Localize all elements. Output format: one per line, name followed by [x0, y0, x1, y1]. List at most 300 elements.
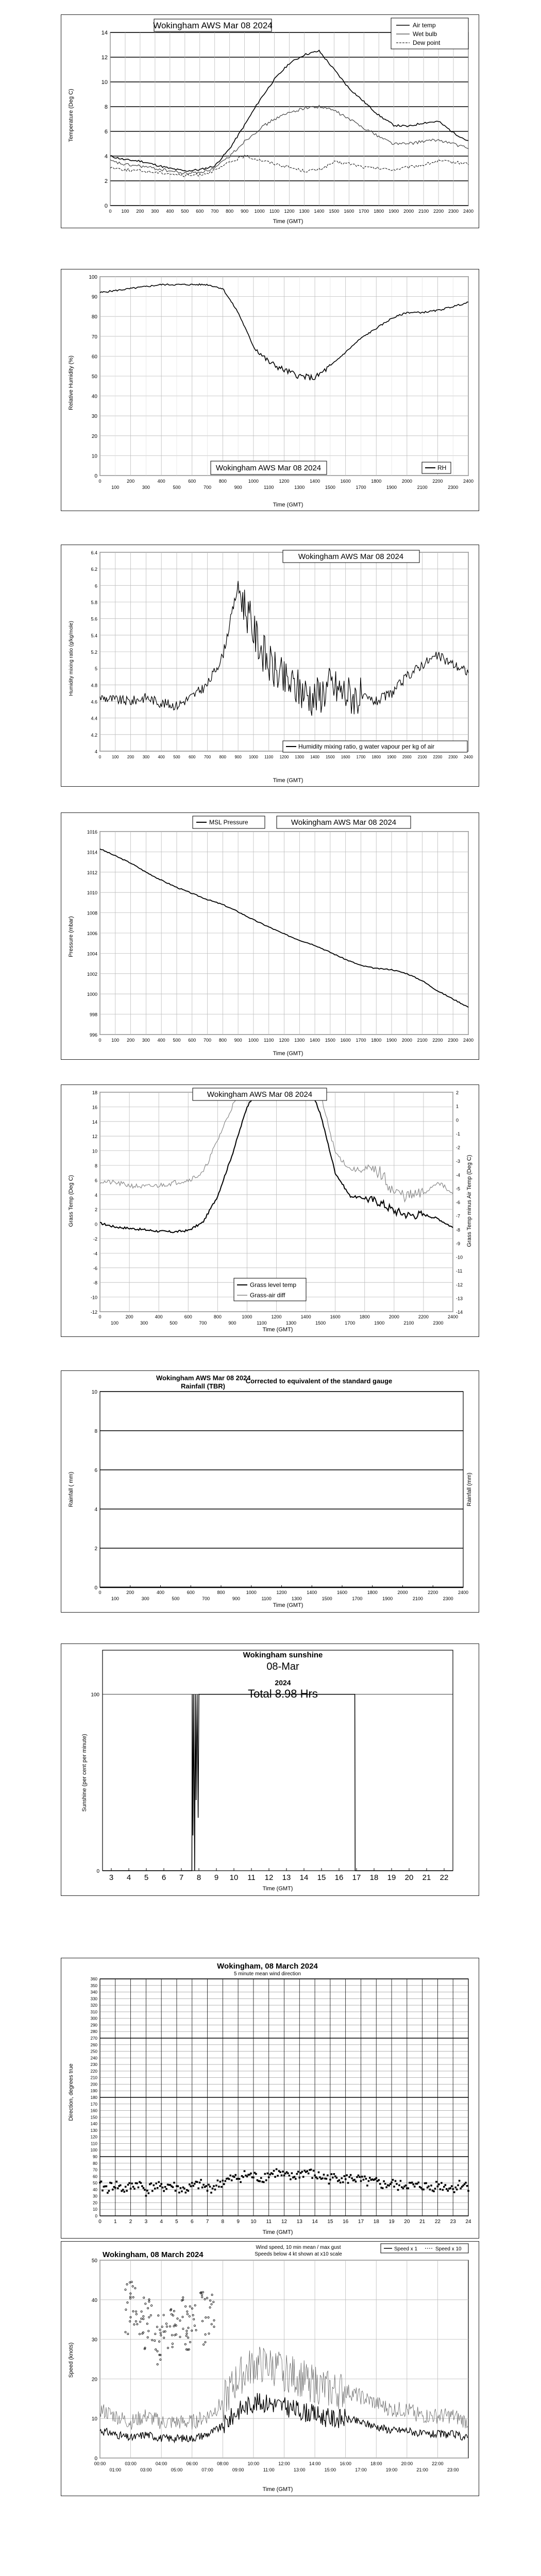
x-tick-label: 900	[228, 1320, 236, 1326]
direction-point	[443, 2186, 445, 2188]
direction-point	[263, 2181, 265, 2183]
direction-point	[314, 2175, 316, 2177]
y-axis-label: Rainfall ( mm)	[68, 1471, 74, 1507]
x-tick-label: 22	[439, 1873, 449, 1882]
y-tick-label: 1012	[87, 870, 97, 875]
x-tick-label: 1800	[374, 209, 384, 214]
direction-point	[141, 2185, 143, 2188]
direction-point	[379, 2183, 381, 2185]
plot-frame	[100, 1392, 463, 1587]
y-tick-label: 18	[92, 1090, 97, 1095]
x-axis-label: Time (GMT)	[262, 1327, 293, 1333]
x-tick-label: 900	[232, 1596, 240, 1601]
x-tick-label: 0	[98, 1590, 102, 1595]
direction-point	[188, 2190, 190, 2192]
x-tick-label: 3	[144, 2219, 148, 2225]
sunshine-total: Total 8.98 Hrs	[248, 1687, 318, 1700]
x-tick-label: 800	[213, 1314, 222, 1319]
direction-point	[328, 2183, 330, 2185]
y-axis-label: Direction, degrees true	[68, 2063, 74, 2121]
x-tick-label: 00:00	[94, 2461, 106, 2466]
direction-point	[396, 2183, 398, 2185]
y2-tick-label: 2	[456, 1090, 459, 1095]
direction-point	[364, 2176, 366, 2178]
x-tick-label: 200	[126, 1590, 134, 1595]
x-tick-label: 1400	[310, 755, 319, 759]
y-tick-label: 30	[93, 2194, 97, 2199]
direction-point	[225, 2180, 227, 2182]
y-tick-label: 40	[91, 394, 97, 400]
x-tick-label: 2300	[448, 1038, 459, 1043]
direction-point	[345, 2178, 347, 2180]
direction-point	[327, 2175, 329, 2177]
legend-grass-air-diff: Grass-air diff	[250, 1292, 285, 1299]
direction-point	[449, 2187, 451, 2189]
x-tick-label: 800	[219, 755, 227, 759]
y-tick-label: -4	[93, 1251, 97, 1257]
y-tick-label: 70	[93, 2167, 97, 2173]
x-tick-label: 23:00	[447, 2467, 459, 2472]
y2-tick-label: -9	[456, 1241, 461, 1246]
x-tick-label: 600	[188, 479, 196, 484]
x-tick-label: 21	[419, 2219, 426, 2225]
x-tick-label: 06:00	[186, 2461, 198, 2466]
direction-point	[347, 2182, 349, 2184]
direction-point	[390, 2183, 392, 2185]
mixing-ratio-chart	[61, 545, 479, 786]
x-axis-label: Time (GMT)	[262, 2229, 293, 2235]
direction-point	[411, 2182, 413, 2184]
x-tick-label: 200	[127, 1038, 135, 1043]
x-tick-label: 7	[206, 2219, 209, 2225]
x-tick-label: 21	[422, 1873, 431, 1882]
direction-point	[212, 2188, 214, 2190]
direction-point	[318, 2172, 320, 2174]
direction-point	[290, 2178, 292, 2180]
y-tick-label: 1004	[87, 951, 97, 957]
direction-point	[414, 2185, 416, 2188]
legend-speed-x10: Speed x 10	[435, 2246, 462, 2252]
y-tick-label: 0	[95, 2214, 97, 2218]
chart-title: Wokingham AWS Mar 08 2024	[207, 1090, 313, 1099]
direction-point	[355, 2181, 357, 2183]
direction-point	[155, 2182, 157, 2184]
direction-point	[272, 2173, 274, 2175]
direction-point	[223, 2183, 225, 2185]
direction-point	[201, 2187, 204, 2189]
direction-point	[153, 2184, 155, 2187]
chart-note: Corrected to equivalent of the standard gauge	[245, 1377, 393, 1385]
y2-tick-label: -4	[456, 1172, 461, 1178]
x-tick-label: 9	[236, 2219, 240, 2225]
x-tick-label: 2400	[464, 755, 473, 759]
y-tick-label: 5.6	[91, 616, 97, 622]
y-tick-label: 4.4	[91, 716, 97, 721]
y-tick-label: 12	[101, 55, 108, 61]
y2-tick-label: -7	[456, 1213, 461, 1219]
direction-point	[210, 2192, 212, 2194]
x-tick-label: 1200	[271, 1314, 282, 1319]
legend-pressure: MSL Pressure	[209, 819, 248, 826]
direction-point	[100, 2181, 103, 2183]
x-tick-label: 1700	[352, 1596, 363, 1601]
x-tick-label: 16	[334, 1873, 344, 1882]
direction-point	[108, 2190, 110, 2192]
legend-mixing-ratio: Humidity mixing ratio, g water vapour per kg of air	[298, 743, 435, 750]
chart-title: Wokingham AWS Mar 08 2024	[153, 21, 273, 30]
x-tick-label: 500	[173, 485, 181, 490]
x-tick-label: 2200	[433, 209, 444, 214]
direction-point	[164, 2186, 166, 2188]
y-axis-label: Pressure (mbar)	[68, 916, 74, 957]
sunshine-chart	[61, 1644, 479, 1895]
y-tick-label: 30	[91, 414, 97, 420]
direction-point	[215, 2184, 217, 2187]
x-tick-label: 12	[264, 1873, 274, 1882]
x-tick-label: 20	[404, 2219, 410, 2225]
x-tick-label: 1800	[371, 1038, 382, 1043]
direction-point	[114, 2187, 116, 2189]
y2-tick-label: -8	[456, 1227, 461, 1233]
y-tick-label: 150	[90, 2115, 97, 2120]
y-tick-label: 190	[90, 2089, 97, 2094]
x-tick-label: 500	[173, 1038, 181, 1043]
y-tick-label: 4	[94, 1192, 97, 1198]
y-tick-label: 1014	[87, 850, 97, 855]
direction-point	[299, 2177, 301, 2179]
x-axis-label: Time (GMT)	[262, 1886, 293, 1892]
direction-point	[437, 2185, 439, 2188]
x-tick-label: 700	[204, 1038, 212, 1043]
y-tick-label: 8	[94, 1429, 97, 1434]
x-tick-label: 2300	[448, 209, 459, 214]
legend-wet-bulb: Wet bulb	[413, 30, 437, 38]
x-tick-label: 03:00	[125, 2461, 137, 2466]
y-tick-label: 0	[94, 2456, 97, 2462]
y-tick-label: 100	[91, 1692, 99, 1698]
x-tick-label: 1200	[279, 479, 290, 484]
direction-point	[460, 2188, 462, 2190]
y-tick-label: 50	[91, 374, 97, 380]
direction-point	[322, 2177, 324, 2179]
direction-point	[138, 2187, 140, 2189]
x-tick-label: 2000	[401, 479, 412, 484]
direction-point	[196, 2181, 198, 2183]
direction-point	[190, 2185, 192, 2188]
y-tick-label: -10	[90, 1295, 97, 1300]
direction-point	[392, 2179, 394, 2181]
x-axis-label: Time (GMT)	[273, 1602, 303, 1608]
x-axis-label: Time (GMT)	[273, 218, 303, 225]
x-tick-label: 1900	[386, 1038, 397, 1043]
rainfall-chart-panel	[61, 1370, 479, 1613]
direction-point	[233, 2176, 235, 2178]
x-tick-label: 2100	[412, 1596, 423, 1601]
direction-point	[264, 2173, 266, 2175]
direction-point	[148, 2192, 150, 2194]
x-tick-label: 1700	[359, 209, 369, 214]
x-tick-label: 200	[127, 479, 135, 484]
y-tick-label: 330	[90, 1996, 97, 2002]
x-tick-label: 0	[98, 479, 102, 484]
x-tick-label: 600	[189, 755, 196, 759]
direction-point	[351, 2177, 353, 2179]
direction-point	[365, 2178, 367, 2180]
y-tick-label: 10	[91, 453, 97, 460]
x-tick-label: 1200	[279, 755, 289, 759]
direction-point	[326, 2178, 328, 2180]
y-tick-label: 0	[104, 203, 108, 209]
direction-point	[274, 2176, 276, 2178]
x-tick-label: 200	[127, 755, 134, 759]
y-tick-label: 1010	[87, 890, 97, 896]
direction-point	[346, 2174, 348, 2176]
x-tick-label: 1300	[299, 209, 310, 214]
y-tick-label: 60	[93, 2174, 97, 2179]
y-tick-label: 2	[104, 178, 108, 184]
x-tick-label: 15	[317, 1873, 326, 1882]
rainfall-chart	[61, 1371, 479, 1612]
direction-point	[297, 2171, 299, 2173]
chart-title: Wokingham, 08 March 2024	[217, 1962, 318, 1971]
direction-point	[218, 2186, 220, 2188]
x-tick-label: 2400	[463, 479, 474, 484]
x-tick-label: 1	[114, 2219, 117, 2225]
direction-point	[255, 2173, 257, 2175]
x-tick-label: 100	[111, 1596, 119, 1601]
y-tick-label: 220	[90, 2069, 97, 2074]
direction-point	[360, 2180, 362, 2182]
y2-tick-label: 0	[456, 1117, 459, 1123]
direction-point	[405, 2184, 407, 2187]
direction-point	[181, 2191, 183, 2193]
y2-tick-label: -12	[456, 1282, 463, 1287]
direction-point	[336, 2177, 338, 2179]
direction-point	[333, 2173, 335, 2175]
direction-point	[310, 2168, 312, 2171]
direction-point	[259, 2180, 261, 2182]
direction-point	[234, 2174, 236, 2176]
direction-point	[123, 2191, 125, 2193]
y2-tick-label: -1	[456, 1131, 461, 1137]
direction-point	[222, 2180, 224, 2182]
chart-title: Wokingham AWS Mar 08 2024	[215, 464, 322, 472]
y-tick-label: 110	[91, 2141, 97, 2146]
direction-point	[162, 2187, 164, 2189]
x-tick-label: 800	[226, 209, 234, 214]
y-tick-label: 0	[94, 1585, 97, 1591]
x-tick-label: 17:00	[355, 2467, 367, 2472]
direction-point	[457, 2184, 459, 2187]
direction-point	[465, 2182, 467, 2184]
y-tick-label: 70	[91, 334, 97, 340]
y-tick-label: 14	[92, 1119, 97, 1125]
x-tick-label: 0	[98, 2219, 102, 2225]
y-axis-label: Temperature (Deg C)	[68, 89, 74, 142]
direction-point	[439, 2189, 442, 2191]
x-tick-label: 1700	[356, 485, 366, 490]
direction-point	[350, 2174, 352, 2176]
x-tick-label: 600	[184, 1314, 192, 1319]
direction-point	[412, 2183, 414, 2185]
legend-air-temp: Air temp	[413, 22, 436, 29]
direction-point	[217, 2180, 219, 2182]
x-tick-label: 1100	[264, 1038, 274, 1043]
direction-point	[422, 2189, 425, 2191]
direction-point	[301, 2171, 303, 2173]
x-tick-label: 1500	[322, 1596, 332, 1601]
x-tick-label: 400	[156, 1590, 165, 1595]
x-tick-label: 1700	[356, 1038, 366, 1043]
y-tick-label: 14	[101, 30, 108, 36]
x-tick-label: 400	[166, 209, 174, 214]
x-tick-label: 1600	[330, 1314, 341, 1319]
direction-point	[107, 2192, 109, 2194]
direction-point	[207, 2190, 209, 2192]
x-tick-label: 1100	[257, 1320, 267, 1326]
x-tick-label: 1900	[382, 1596, 393, 1601]
x-tick-label: 300	[142, 485, 150, 490]
direction-point	[133, 2188, 136, 2190]
x-tick-label: 2100	[403, 1320, 414, 1326]
x-tick-label: 8	[221, 2219, 225, 2225]
direction-point	[453, 2191, 455, 2193]
pressure-chart-panel	[61, 812, 479, 1060]
x-tick-label: 1300	[294, 485, 305, 490]
y-tick-label: 8	[104, 104, 108, 110]
legend-grass-temp: Grass level temp	[250, 1281, 297, 1289]
y-axis-label: Sunshine (per cent per minute)	[81, 1734, 88, 1812]
grass-temp-chart	[61, 1085, 479, 1336]
y-tick-label: 4.6	[91, 699, 97, 705]
x-tick-label: 10	[229, 1873, 239, 1882]
humidity-chart	[61, 269, 479, 511]
chart-subtitle: Rainfall (TBR)	[181, 1382, 225, 1390]
x-tick-label: 800	[218, 479, 227, 484]
y-tick-label: 80	[91, 314, 97, 320]
x-tick-label: 2000	[397, 1590, 408, 1595]
x-tick-label: 2100	[418, 209, 429, 214]
y-axis-label: Speed (knots)	[68, 2342, 74, 2378]
x-tick-label: 18	[369, 1873, 379, 1882]
x-tick-label: 900	[234, 485, 242, 490]
x-tick-label: 2300	[443, 1596, 453, 1601]
x-tick-label: 14	[312, 2219, 318, 2225]
direction-point	[281, 2175, 283, 2177]
y-tick-label: 2	[94, 1207, 97, 1213]
x-tick-label: 900	[234, 755, 242, 759]
direction-point	[341, 2177, 343, 2179]
pressure-plot-area	[87, 829, 474, 1043]
direction-point	[359, 2176, 361, 2178]
direction-point	[116, 2181, 118, 2183]
x-tick-label: 23	[450, 2219, 456, 2225]
legend-dew-point: Dew point	[413, 39, 441, 46]
y-tick-label: 1002	[87, 971, 97, 977]
direction-point	[178, 2192, 180, 2194]
direction-point	[111, 2182, 113, 2184]
direction-point	[287, 2173, 289, 2175]
y2-tick-label: -14	[456, 1310, 463, 1315]
x-tick-label: 700	[204, 485, 212, 490]
y-tick-label: -2	[93, 1236, 97, 1242]
direction-point	[144, 2189, 146, 2191]
x-tick-label: 05:00	[171, 2467, 183, 2472]
direction-point	[122, 2189, 124, 2191]
x-tick-label: 7	[179, 1873, 184, 1882]
direction-point	[183, 2188, 185, 2190]
direction-point	[308, 2173, 310, 2175]
y-tick-label: -6	[93, 1265, 97, 1271]
y-tick-label: 8	[94, 1163, 97, 1168]
legend-rh: RH	[437, 464, 447, 471]
x-tick-label: 1600	[341, 755, 350, 759]
x-tick-label: 1800	[371, 479, 382, 484]
grass-temp-chart-panel	[61, 1084, 479, 1337]
x-tick-label: 2000	[401, 1038, 412, 1043]
sunshine-plot-area	[91, 1650, 453, 1882]
y-tick-label: 4.8	[91, 683, 97, 688]
x-tick-label: 2100	[417, 485, 428, 490]
x-axis-label: Time (GMT)	[262, 2486, 293, 2493]
x-tick-label: 16:00	[340, 2461, 351, 2466]
x-tick-label: 700	[199, 1320, 207, 1326]
y-tick-label: 6	[94, 583, 97, 589]
direction-point	[265, 2179, 267, 2181]
x-tick-label: 800	[217, 1590, 225, 1595]
direction-point	[240, 2181, 242, 2183]
y-tick-label: -8	[93, 1280, 97, 1286]
x-tick-label: 24	[465, 2219, 471, 2225]
y-tick-label: 210	[90, 2075, 97, 2080]
x-tick-label: 1000	[248, 479, 259, 484]
y-tick-label: 80	[93, 2161, 97, 2166]
x-tick-label: 13	[282, 1873, 291, 1882]
direction-point	[158, 2181, 160, 2183]
y-tick-label: 90	[93, 2155, 97, 2159]
x-tick-label: 03:00	[140, 2467, 152, 2472]
direction-point	[447, 2190, 449, 2192]
x-tick-label: 0	[98, 1314, 102, 1319]
direction-point	[384, 2183, 386, 2185]
direction-point	[173, 2182, 175, 2184]
x-tick-label: 700	[202, 1596, 210, 1601]
x-tick-label: 13	[296, 2219, 302, 2225]
x-tick-label: 1000	[254, 209, 265, 214]
direction-point	[289, 2175, 291, 2177]
y-tick-label: 5	[94, 666, 97, 672]
y-tick-label: 290	[90, 2023, 97, 2028]
direction-point	[102, 2190, 104, 2192]
x-tick-label: 0	[98, 1038, 102, 1043]
x-tick-label: 400	[157, 479, 165, 484]
x-tick-label: 2300	[448, 485, 459, 490]
direction-point	[160, 2183, 162, 2185]
temperature-chart	[61, 15, 479, 228]
x-tick-label: 2200	[428, 1590, 438, 1595]
y-tick-label: 260	[90, 2042, 97, 2047]
y-tick-label: 6.4	[91, 550, 97, 555]
x-tick-label: 200	[136, 209, 144, 214]
x-tick-label: 1900	[387, 755, 396, 759]
temperature-plot-area	[102, 30, 474, 214]
direction-point	[283, 2175, 285, 2177]
direction-point	[219, 2181, 222, 2183]
x-tick-label: 1000	[242, 1314, 252, 1319]
x-tick-label: 19	[387, 1873, 396, 1882]
x-tick-label: 100	[111, 1320, 119, 1326]
x-tick-label: 300	[142, 755, 150, 759]
